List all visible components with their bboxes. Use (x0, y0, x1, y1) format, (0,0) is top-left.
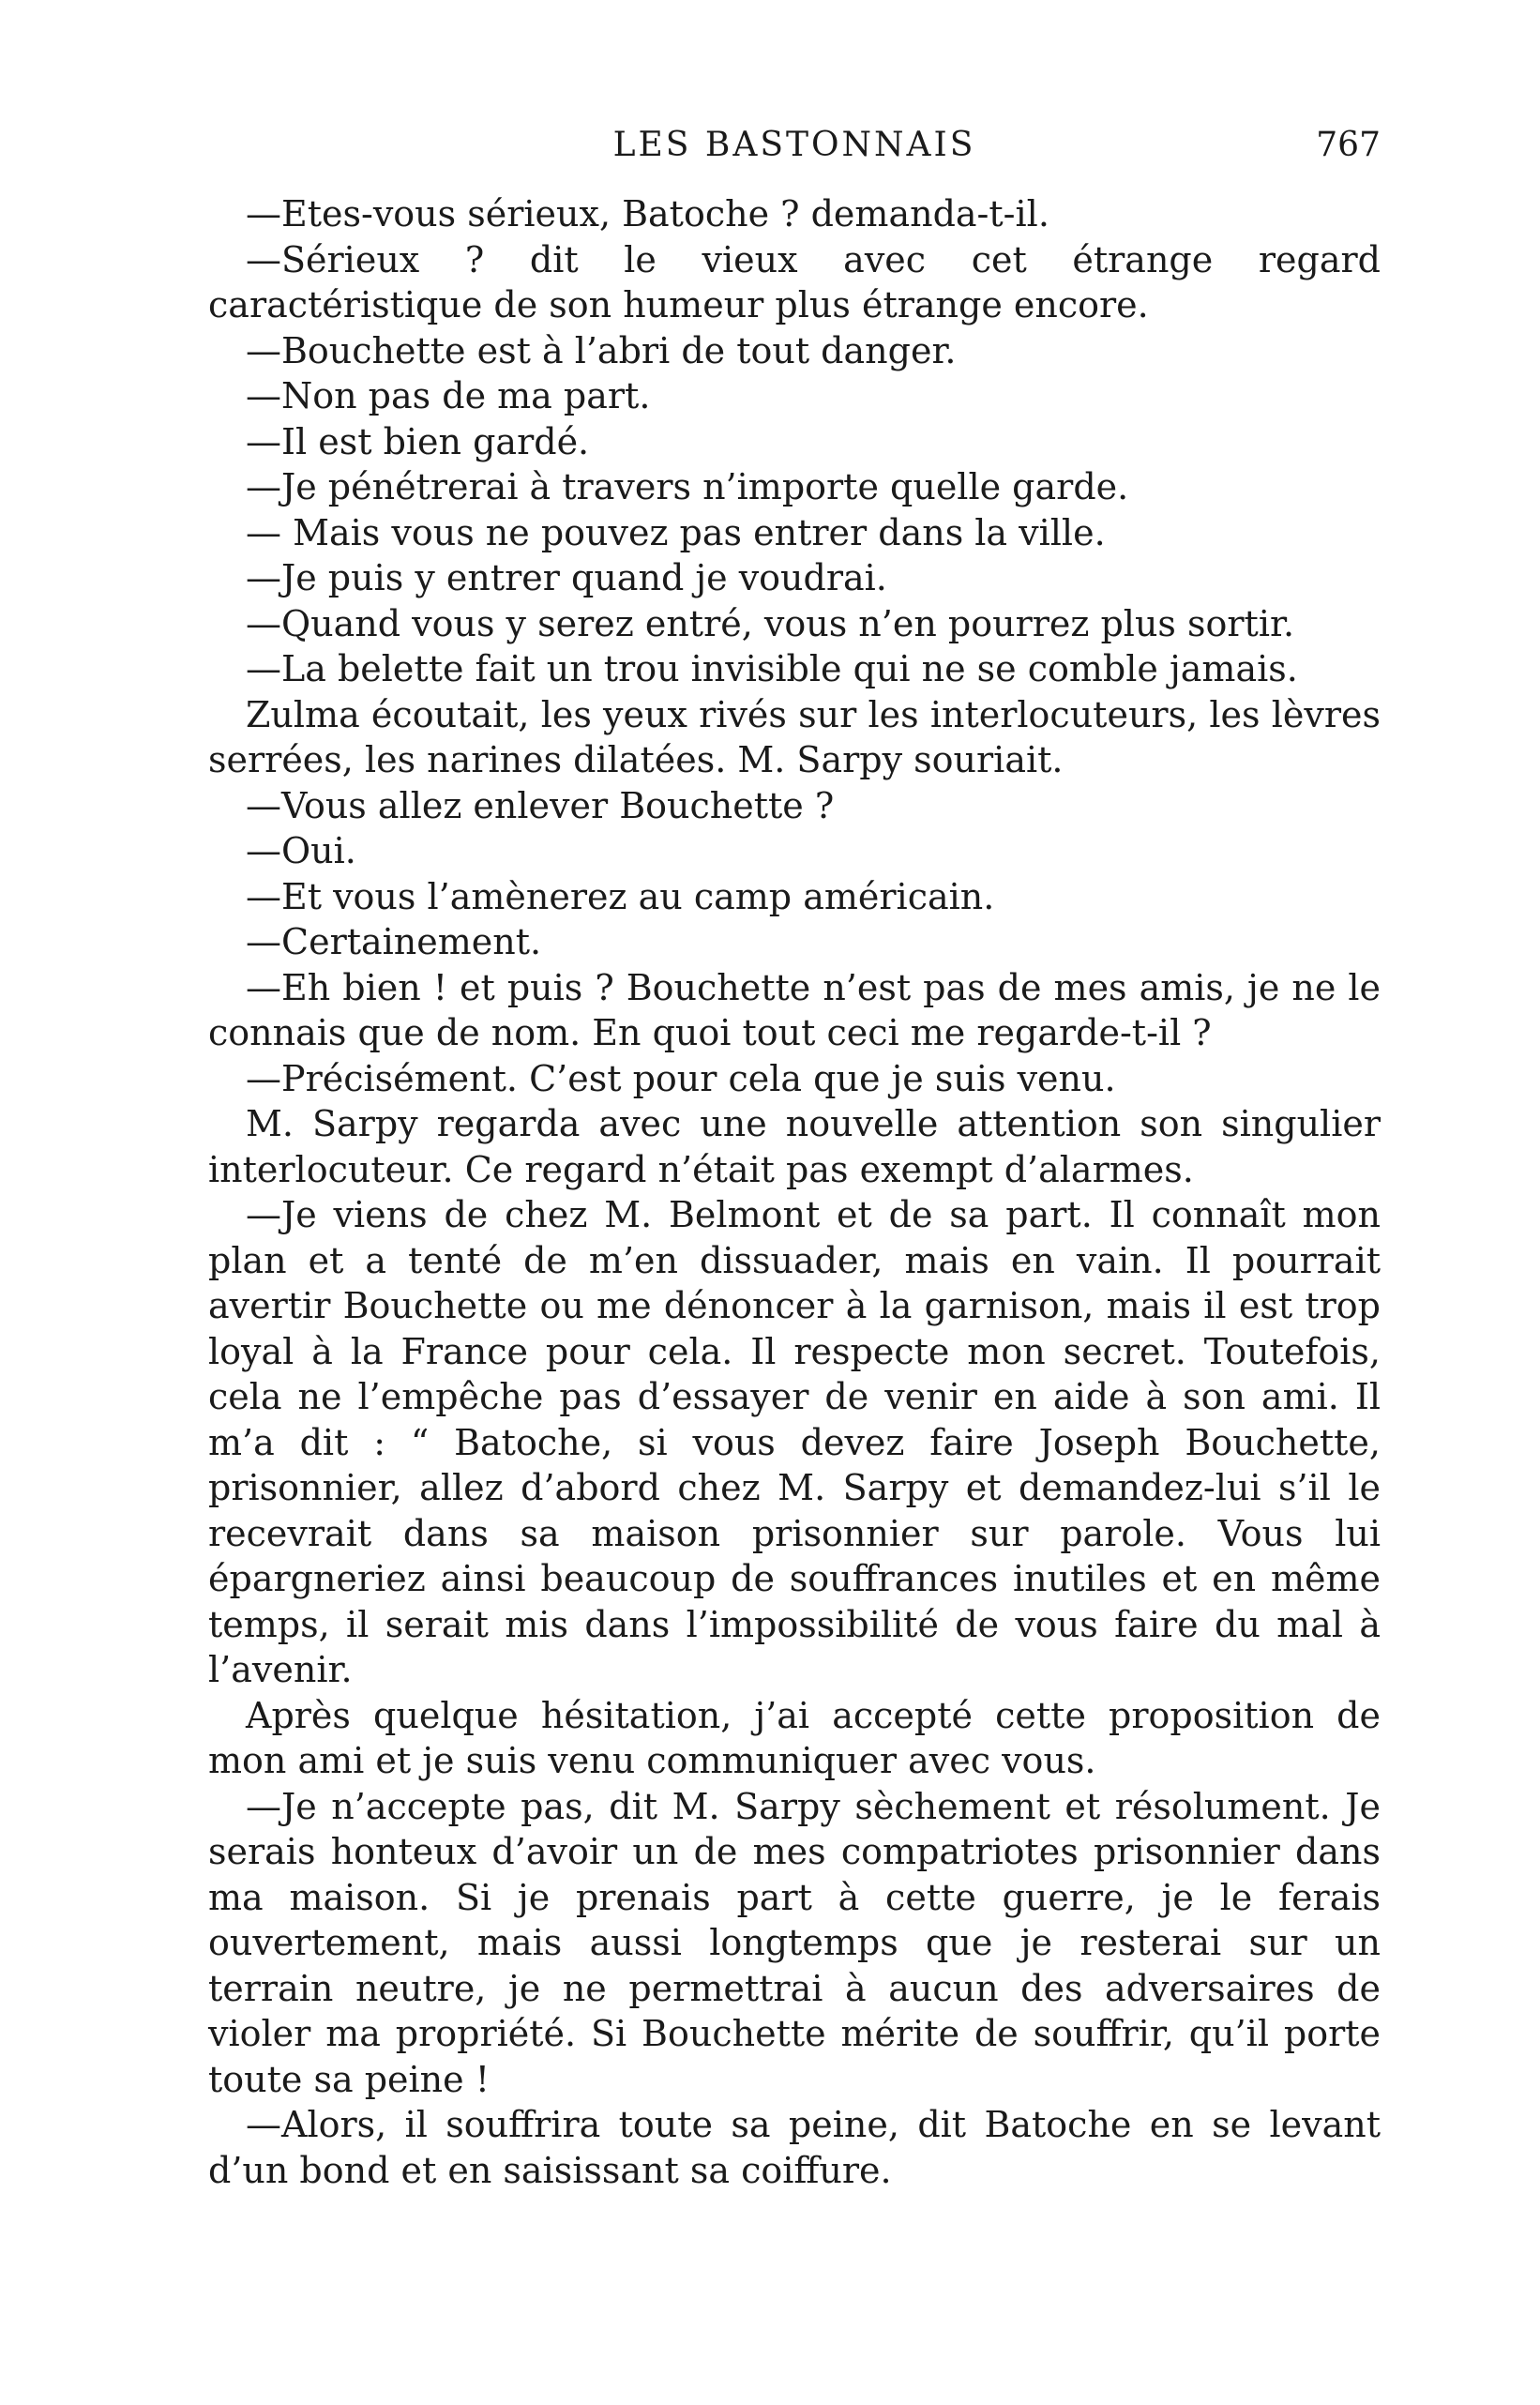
paragraph: —Je viens de chez M. Belmont et de sa part. Il connaît mon plan et a tenté de m’en dissuader, mais en vain. Il pourrait avertir Bouchette ou me dénoncer à la garnison, mais il est trop loyal à la France pour cela. Il respecte mon secret. Toutefois, cela ne l’empêche pas d’essayer de venir en aide à son ami. Il m’a dit : “ Batoche, si vous devez faire Joseph Bouchette, prisonnier, allez d’abord chez M. Sarpy et demandez-lui s’il le recevrait dans sa maison prisonnier sur parole. Vous lui épargneriez ainsi beaucoup de souffrances inutiles et en même temps, il serait mis dans l’impossibilité de vous faire du mal à l’avenir. (208, 1194, 1381, 1690)
paragraph: — Mais vous ne pouvez pas entrer dans la ville. (246, 511, 1106, 553)
paragraph: —Je n’accepte pas, dit M. Sarpy sèchement et résolument. Je serais honteux d’avoir un de mes compatriotes prisonnier dans ma maison. Si je prenais part à cette guerre, je le ferais ouvertement, mais aussi longtemps que je resterai sur un terrain neutre, je ne permettrai à aucun des adversaires de violer ma propriété. Si Bouchette mérite de souffrir, qu’il porte toute sa peine ! (208, 1785, 1381, 2100)
paragraph: Après quelque hésitation, j’ai accepté cette proposition de mon ami et je suis venu communiquer avec vous. (208, 1694, 1381, 1781)
paragraph: —La belette fait un trou invisible qui ne se comble jamais. (246, 648, 1298, 689)
paragraph: —Oui. (246, 830, 356, 871)
paragraph: —Je puis y entrer quand je voudrai. (246, 557, 887, 598)
paragraph: —Bouchette est à l’abri de tout danger. (246, 329, 957, 371)
text-body (208, 191, 1381, 2193)
paragraph: M. Sarpy regarda avec une nouvelle attention son singulier interlocuteur. Ce regard n’était pas exempt d’alarmes. (208, 1103, 1381, 1190)
paragraph: —Et vous l’amènerez au camp américain. (246, 875, 995, 917)
paragraph: —Eh bien ! et puis ? Bouchette n’est pas de mes amis, je ne le connais que de nom. En quoi tout ceci me regarde-t-il ? (208, 966, 1381, 1053)
paragraph: —Alors, il souffrira toute sa peine, dit Batoche en se levant d’un bond et en saisissant sa coiffure. (208, 2104, 1381, 2191)
paragraph: —Quand vous y serez entré, vous n’en pourrez plus sortir. (246, 602, 1295, 644)
paragraph: —Etes-vous sérieux, Batoche ? demanda-t-il. (246, 193, 1049, 234)
book-page (208, 122, 1381, 2193)
page-number: 767 (1316, 126, 1381, 164)
paragraph: —Il est bien gardé. (246, 420, 590, 462)
paragraph: Zulma écoutait, les yeux rivés sur les interlocuteurs, les lèvres serrées, les narines dilatées. M. Sarpy souriait. (208, 693, 1381, 780)
paragraph: —Non pas de ma part. (246, 375, 651, 416)
paragraph: —Vous allez enlever Bouchette ? (246, 784, 835, 826)
paragraph: —Je pénétrerai à travers n’importe quelle garde. (246, 466, 1129, 507)
paragraph: —Certainement. (246, 921, 542, 962)
running-head (208, 122, 1381, 178)
running-title: LES BASTONNAIS (612, 126, 976, 164)
paragraph: —Sérieux ? dit le vieux avec cet étrange regard caractéristique de son humeur plus étrange encore. (208, 238, 1381, 325)
paragraph: —Précisément. C’est pour cela que je suis venu. (246, 1057, 1116, 1099)
